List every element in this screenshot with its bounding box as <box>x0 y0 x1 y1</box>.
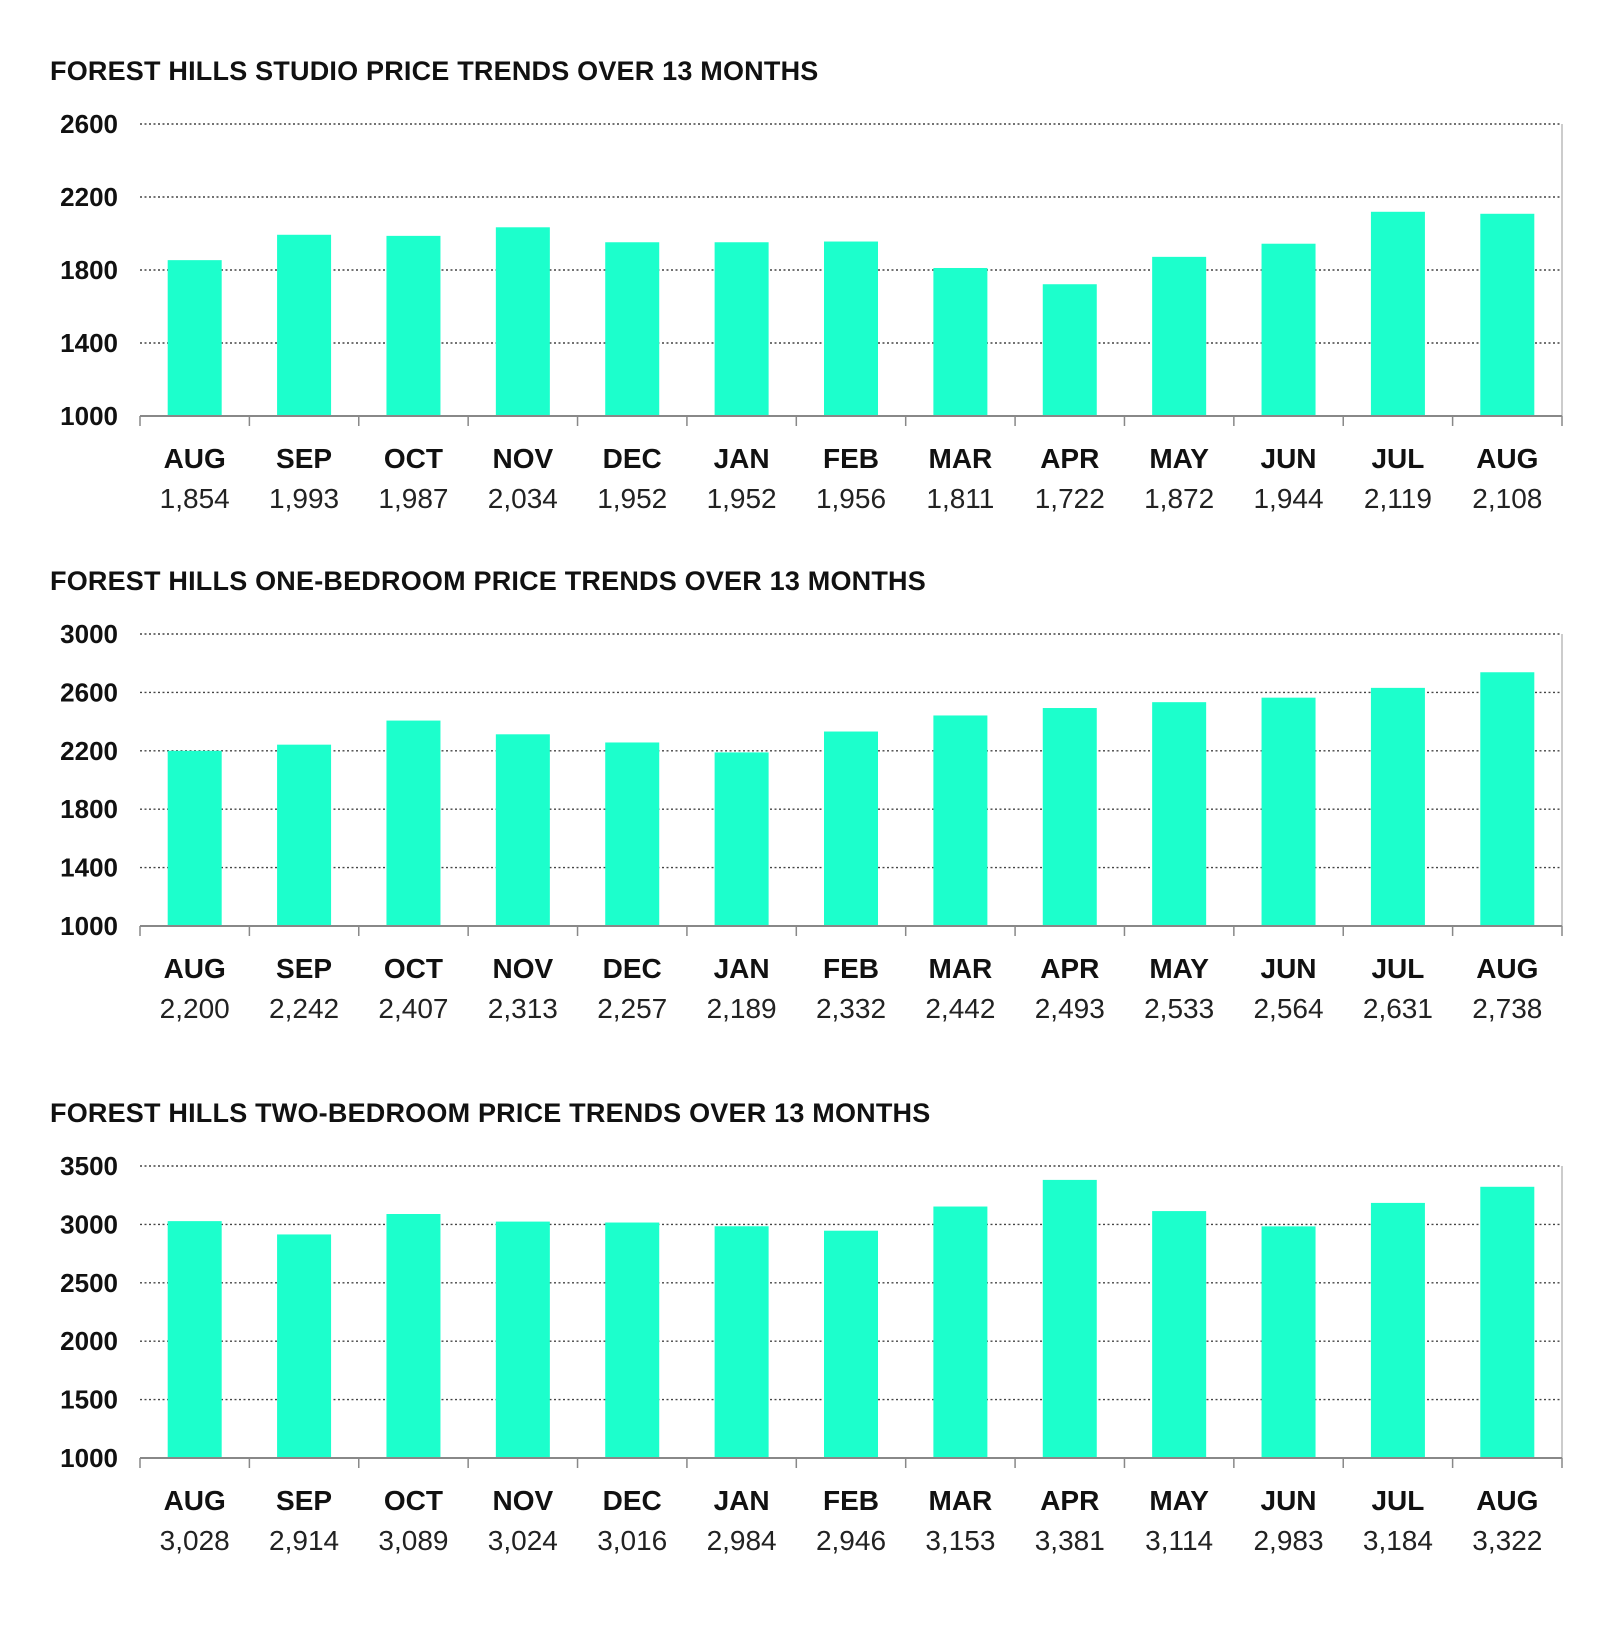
two-bedroom-price-chart <box>0 1090 1600 1620</box>
data-value-label: 2,108 <box>1472 483 1543 514</box>
x-category-label: OCT <box>383 953 444 984</box>
x-category-label: MAY <box>1149 953 1209 984</box>
data-value-label: 2,332 <box>815 993 887 1024</box>
bar <box>1043 284 1097 416</box>
data-value-label: 3,024 <box>487 1525 558 1556</box>
y-tick-label: 1500 <box>60 1384 118 1415</box>
x-category-label: OCT <box>383 1485 444 1516</box>
studio-price-chart <box>0 48 1600 578</box>
data-value-label: 2,984 <box>706 1525 777 1556</box>
data-value-label: 1,944 <box>1253 483 1324 514</box>
data-value-label: 2,533 <box>1144 993 1215 1024</box>
data-value-label: 1,811 <box>926 483 995 514</box>
bar <box>933 268 987 416</box>
data-value-label: 2,738 <box>1472 993 1543 1024</box>
bar <box>1480 672 1534 926</box>
data-value-label: 2,946 <box>815 1525 887 1556</box>
bar <box>277 1234 331 1458</box>
y-tick-label: 1800 <box>60 794 118 825</box>
x-category-label: DEC <box>602 1485 662 1516</box>
y-tick-label: 2600 <box>60 677 118 708</box>
data-value-label: 3,381 <box>1034 1525 1105 1556</box>
x-category-label: JUL <box>1371 953 1425 984</box>
bar <box>168 751 222 926</box>
bar <box>386 236 440 416</box>
bar <box>496 734 550 926</box>
data-value-label: 2,119 <box>1363 483 1432 514</box>
data-value-label: 2,914 <box>269 1525 340 1556</box>
x-category-label: FEB <box>823 953 879 984</box>
data-value-label: 1,854 <box>159 483 230 514</box>
bar <box>277 235 331 416</box>
bar <box>824 732 878 926</box>
x-category-label: JAN <box>713 1485 770 1516</box>
data-value-label: 3,114 <box>1145 1525 1214 1556</box>
bar <box>1043 1180 1097 1458</box>
bar <box>1262 698 1316 926</box>
x-category-label: MAY <box>1149 443 1209 474</box>
bar <box>1152 1211 1206 1458</box>
data-value-label: 2,631 <box>1362 993 1433 1024</box>
data-value-label: 1,722 <box>1034 483 1105 514</box>
y-tick-label: 1800 <box>60 255 118 285</box>
x-category-label: JAN <box>713 443 770 474</box>
y-tick-label: 3000 <box>60 619 118 649</box>
y-tick-label: 3000 <box>60 1209 118 1240</box>
x-category-label: AUG <box>1476 953 1539 984</box>
x-category-label: SEP <box>276 953 333 984</box>
x-category-label: JUL <box>1371 443 1425 474</box>
chart-title: FOREST HILLS STUDIO PRICE TRENDS OVER 13 MONTHS <box>50 56 819 86</box>
y-tick-label: 3500 <box>60 1151 118 1181</box>
x-category-label: JUL <box>1371 1485 1425 1516</box>
bar <box>824 1231 878 1458</box>
x-category-label: JUN <box>1260 443 1317 474</box>
data-value-label: 2,189 <box>706 993 777 1024</box>
bar <box>386 1214 440 1458</box>
bar <box>1152 702 1206 926</box>
bar <box>1371 1203 1425 1458</box>
bar <box>496 227 550 416</box>
x-category-label: MAY <box>1149 1485 1209 1516</box>
studio-plot <box>0 48 1600 578</box>
bar <box>1371 688 1425 926</box>
bar <box>605 1223 659 1458</box>
bar <box>168 260 222 416</box>
y-tick-label: 2200 <box>60 735 118 766</box>
y-tick-label: 1000 <box>60 401 118 431</box>
data-value-label: 3,322 <box>1472 1525 1543 1556</box>
data-value-label: 3,016 <box>597 1525 668 1556</box>
bar <box>824 242 878 416</box>
data-value-label: 1,952 <box>706 483 777 514</box>
bar <box>168 1221 222 1458</box>
bar <box>496 1222 550 1458</box>
data-value-label: 2,200 <box>159 993 230 1024</box>
x-category-label: SEP <box>276 443 333 474</box>
y-tick-label: 1000 <box>60 1443 118 1473</box>
x-category-label: AUG <box>163 1485 226 1516</box>
bar <box>1262 244 1316 416</box>
bar <box>715 1226 769 1458</box>
bar <box>605 742 659 926</box>
bar <box>933 715 987 926</box>
data-value-label: 2,442 <box>925 993 996 1024</box>
x-category-label: JAN <box>713 953 770 984</box>
one-bedroom-plot <box>0 558 1600 1088</box>
x-category-label: FEB <box>823 1485 879 1516</box>
data-value-label: 1,952 <box>597 483 668 514</box>
x-category-label: MAR <box>928 953 993 984</box>
x-category-label: SEP <box>276 1485 333 1516</box>
bar <box>1480 214 1534 416</box>
x-category-label: DEC <box>602 953 662 984</box>
data-value-label: 2,564 <box>1253 993 1324 1024</box>
data-value-label: 2,034 <box>487 483 558 514</box>
data-value-label: 1,993 <box>269 483 340 514</box>
bar <box>1371 212 1425 416</box>
y-tick-label: 1400 <box>60 328 118 358</box>
data-value-label: 3,153 <box>925 1525 996 1556</box>
two-bedroom-plot <box>0 1090 1600 1620</box>
bar <box>933 1207 987 1458</box>
x-category-label: DEC <box>602 443 662 474</box>
y-tick-label: 1000 <box>60 911 118 941</box>
x-category-label: JUN <box>1260 1485 1317 1516</box>
data-value-label: 2,493 <box>1034 993 1105 1024</box>
x-category-label: APR <box>1040 953 1100 984</box>
data-value-label: 3,184 <box>1362 1525 1433 1556</box>
bar <box>1043 708 1097 926</box>
bar <box>1152 257 1206 416</box>
bar <box>715 752 769 926</box>
y-tick-label: 2600 <box>60 109 118 139</box>
chart-title: FOREST HILLS TWO-BEDROOM PRICE TRENDS OVER 13 MONTHS <box>50 1098 931 1128</box>
x-category-label: OCT <box>383 443 444 474</box>
bar <box>715 242 769 416</box>
data-value-label: 3,028 <box>159 1525 230 1556</box>
one-bedroom-price-chart <box>0 558 1600 1088</box>
y-tick-label: 2500 <box>60 1267 118 1298</box>
x-category-label: FEB <box>823 443 879 474</box>
x-category-label: NOV <box>492 443 554 474</box>
y-tick-label: 1400 <box>60 852 118 883</box>
data-value-label: 2,983 <box>1253 1525 1324 1556</box>
bar <box>605 242 659 416</box>
x-category-label: MAR <box>928 1485 993 1516</box>
bar <box>277 745 331 926</box>
bar <box>386 721 440 926</box>
x-category-label: AUG <box>163 953 226 984</box>
data-value-label: 2,257 <box>597 993 668 1024</box>
bar <box>1480 1187 1534 1458</box>
data-value-label: 3,089 <box>378 1525 449 1556</box>
chart-title: FOREST HILLS ONE-BEDROOM PRICE TRENDS OVER 13 MONTHS <box>50 566 926 596</box>
y-tick-label: 2200 <box>60 182 118 212</box>
data-value-label: 2,242 <box>269 993 340 1024</box>
data-value-label: 1,987 <box>378 483 449 514</box>
data-value-label: 1,872 <box>1144 483 1215 514</box>
x-category-label: NOV <box>492 1485 554 1516</box>
x-category-label: APR <box>1040 443 1100 474</box>
x-category-label: NOV <box>492 953 554 984</box>
x-category-label: MAR <box>928 443 993 474</box>
x-category-label: AUG <box>1476 443 1539 474</box>
y-tick-label: 2000 <box>60 1326 118 1357</box>
data-value-label: 2,313 <box>487 993 558 1024</box>
x-category-label: APR <box>1040 1485 1100 1516</box>
x-category-label: JUN <box>1260 953 1317 984</box>
x-category-label: AUG <box>163 443 226 474</box>
data-value-label: 1,956 <box>815 483 887 514</box>
x-category-label: AUG <box>1476 1485 1539 1516</box>
bar <box>1262 1226 1316 1458</box>
data-value-label: 2,407 <box>378 993 449 1024</box>
